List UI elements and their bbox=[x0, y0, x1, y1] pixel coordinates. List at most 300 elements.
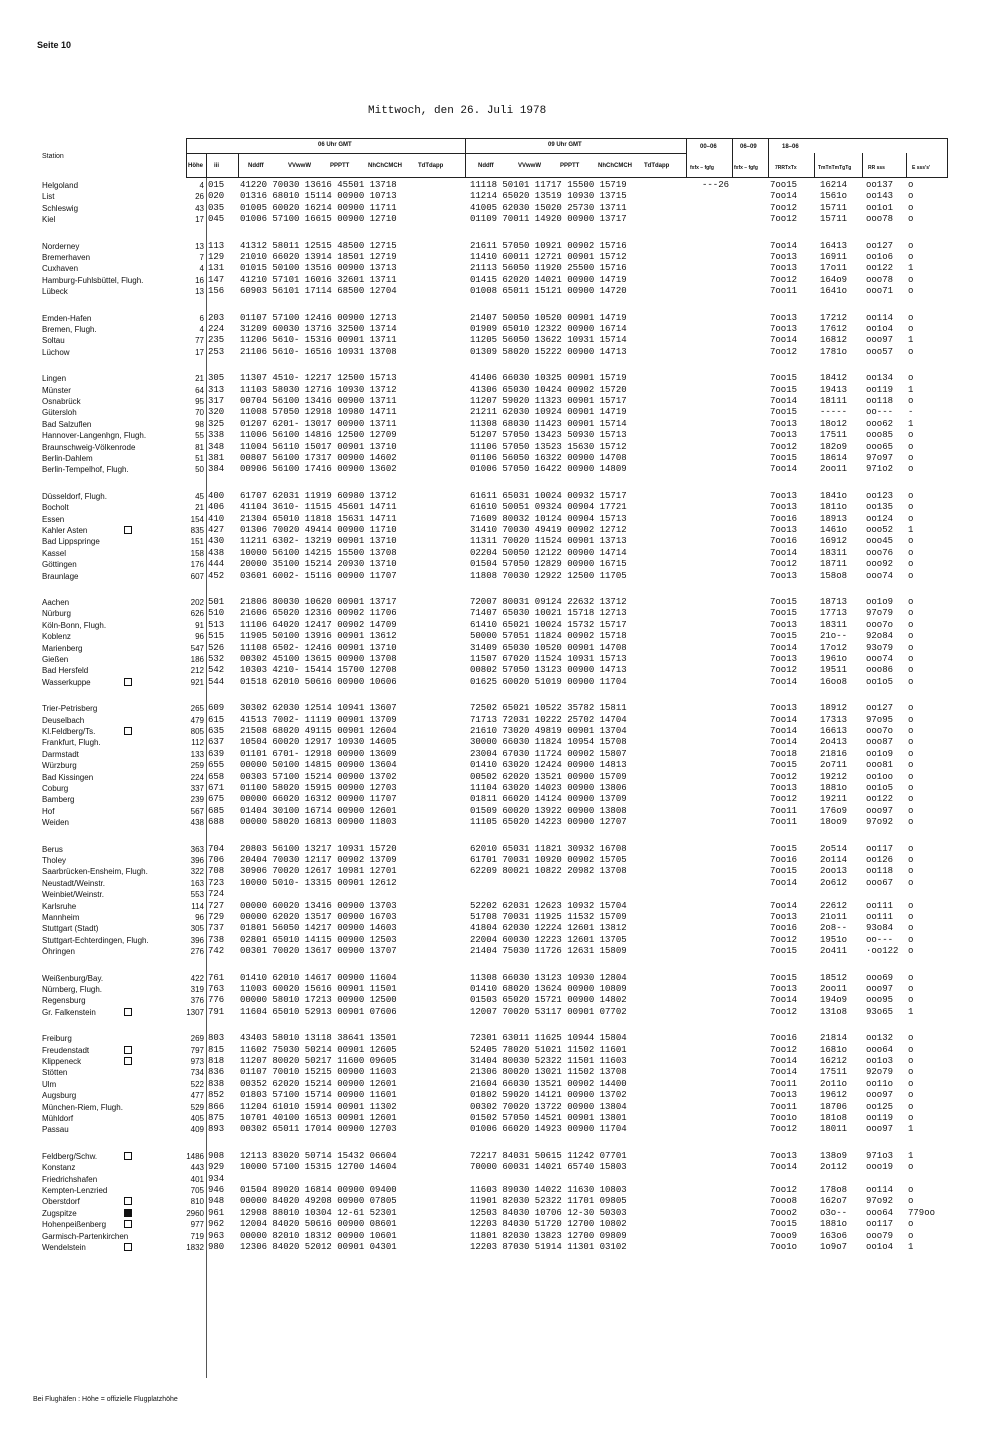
obs-06: 61707 62031 11919 60980 13712 bbox=[240, 490, 397, 501]
snow-group: o bbox=[908, 866, 914, 877]
snow-group: o bbox=[908, 180, 914, 190]
precip-group: ooo7o bbox=[866, 619, 894, 630]
station-height: 396 bbox=[190, 935, 204, 945]
table-row bbox=[0, 677, 1000, 688]
station-id: 818 bbox=[208, 1056, 225, 1066]
snow-group: o bbox=[908, 453, 914, 463]
temp-group: 7oo15 bbox=[770, 384, 798, 395]
temp-extreme-group: 16214 bbox=[820, 180, 848, 190]
temp-group: 7oo15 bbox=[770, 373, 798, 384]
obs-09: 72502 65021 10522 35782 15811 bbox=[470, 703, 627, 714]
station-name: Trier-Petrisberg bbox=[42, 704, 98, 714]
station-name: Berlin-Tempelhof, Flugh. bbox=[42, 465, 129, 475]
station-height: 239 bbox=[190, 795, 204, 805]
obs-06: 11307 4510- 12217 12500 15713 bbox=[240, 373, 397, 384]
obs-09: 12503 84030 10706 12-30 50303 bbox=[470, 1207, 627, 1218]
temp-group: 7oo16 bbox=[770, 855, 798, 865]
mountain-station-marker bbox=[124, 678, 132, 686]
snow-group: o bbox=[908, 912, 914, 922]
station-height: 607 bbox=[190, 571, 204, 581]
temp-group: 7ooo2 bbox=[770, 1207, 798, 1218]
temp-extreme-group: 164o9 bbox=[820, 274, 848, 285]
station-id: 113 bbox=[208, 240, 225, 251]
station-name: Lübeck bbox=[42, 287, 68, 297]
station-height: 4 bbox=[199, 325, 204, 334]
station-name: Essen bbox=[42, 514, 65, 524]
station-height: 810 bbox=[190, 1197, 204, 1207]
station-id: 946 bbox=[208, 1185, 225, 1195]
station-name: Bamberg bbox=[42, 795, 75, 805]
obs-06: 01801 56050 14217 00900 14603 bbox=[240, 923, 397, 934]
snow-group: o bbox=[908, 1113, 914, 1123]
snow-group: o bbox=[908, 513, 914, 524]
obs-06: 41220 70030 13616 45501 13718 bbox=[240, 180, 397, 190]
temp-extreme-group: 2o11o bbox=[820, 1078, 848, 1089]
station-height: 70 bbox=[195, 408, 204, 418]
obs-09: 61610 50051 09324 00904 17721 bbox=[470, 502, 627, 513]
hoehe-header: Höhe bbox=[188, 163, 203, 169]
temp-extreme-group: 182o9 bbox=[820, 441, 848, 452]
obs-09: 71713 72031 10222 25702 14704 bbox=[470, 714, 627, 725]
table-row bbox=[0, 935, 1000, 946]
station-height: 797 bbox=[190, 1045, 204, 1055]
obs-09: 01504 57050 12829 00900 16715 bbox=[470, 559, 627, 570]
ppptt-header: PPPTT bbox=[330, 163, 350, 169]
snow-group: o bbox=[908, 502, 914, 513]
obs-06: 10000 5010- 13315 00901 12612 bbox=[240, 877, 397, 888]
temp-group: 7oo13 bbox=[770, 525, 798, 535]
precip-group: oo111 bbox=[866, 912, 894, 922]
temp-extreme-group: 16413 bbox=[820, 240, 848, 251]
station-id: 961 bbox=[208, 1207, 225, 1218]
table-row bbox=[0, 749, 1000, 760]
obs-06: 11602 75030 50214 00901 12605 bbox=[240, 1044, 397, 1055]
snow-group: o bbox=[908, 559, 914, 570]
station-id: 156 bbox=[208, 286, 225, 297]
temp-extreme-group: 2o413 bbox=[820, 737, 848, 748]
station-name: Gr. Falkenstein bbox=[42, 1007, 96, 1017]
obs-06: 03601 6002- 15116 00900 11707 bbox=[240, 570, 397, 581]
table-row bbox=[0, 806, 1000, 817]
precip-group: oo11o bbox=[866, 1078, 894, 1089]
station-height: 21 bbox=[195, 374, 204, 384]
temp-group: 7oo1o bbox=[770, 1242, 798, 1252]
snow-group: o bbox=[908, 536, 914, 547]
obs-09: 41306 65030 10424 00902 15720 bbox=[470, 384, 627, 395]
station-height: 13 bbox=[195, 287, 204, 297]
station-name: Öhringen bbox=[42, 947, 75, 957]
station-name: Darmstadt bbox=[42, 749, 79, 759]
snow-group: o bbox=[908, 984, 914, 994]
temp-extreme-group: 18111 bbox=[820, 396, 848, 406]
obs-06: 21806 80030 10620 00901 13717 bbox=[240, 597, 397, 607]
station-id: 724 bbox=[208, 889, 225, 900]
temp-group: 7oo13 bbox=[770, 1150, 798, 1161]
obs-06: 01100 58020 15915 00900 12703 bbox=[240, 783, 397, 793]
snow-group: o bbox=[908, 676, 914, 687]
station-id: 934 bbox=[208, 1173, 225, 1184]
obs-06: 11108 6502- 12416 00901 13710 bbox=[240, 642, 397, 653]
obs-09: 01106 56050 16322 00900 14708 bbox=[470, 453, 627, 463]
station-name: Deuselbach bbox=[42, 715, 85, 725]
esss-header: E sss's' bbox=[912, 165, 931, 171]
temp-extreme-group: 162o7 bbox=[820, 1196, 848, 1207]
precip-group: oo119 bbox=[866, 1113, 894, 1123]
temp-group: 7oo12 bbox=[770, 202, 798, 213]
station-height: 26 bbox=[195, 192, 204, 202]
table-row bbox=[0, 180, 1000, 191]
station-height: 96 bbox=[195, 913, 204, 922]
obs-09: 01006 57050 16422 00900 14809 bbox=[470, 464, 627, 475]
table-row bbox=[0, 373, 1000, 384]
station-name: Schleswig bbox=[42, 203, 79, 213]
station-id: 838 bbox=[208, 1078, 225, 1089]
obs-06: 11003 60020 15616 00901 11501 bbox=[240, 984, 397, 994]
station-id: 400 bbox=[208, 490, 225, 501]
temp-group: 7oo11 bbox=[770, 1101, 798, 1112]
table-row bbox=[0, 335, 1000, 346]
temp-extreme-group: 176o9 bbox=[820, 805, 848, 816]
temp-extreme-group: 1561o bbox=[820, 191, 848, 202]
station-height: 835 bbox=[190, 526, 204, 535]
temp-group: 7oo13 bbox=[770, 430, 798, 441]
temp-group: 7oo11 bbox=[770, 817, 798, 828]
station-height: 77 bbox=[195, 336, 204, 346]
snow-group: o bbox=[908, 995, 914, 1006]
station-name: Bad Salzuflen bbox=[42, 419, 92, 429]
obs-06: 11604 65010 52913 00901 07606 bbox=[240, 1006, 397, 1017]
station-id: 203 bbox=[208, 312, 225, 323]
temp-extreme-group: 16812 bbox=[820, 335, 848, 346]
station-height: 319 bbox=[190, 985, 204, 994]
station-height: 1832 bbox=[186, 1243, 204, 1252]
obs-09: 70000 60031 14021 65740 15803 bbox=[470, 1162, 627, 1173]
precip-group: oo132 bbox=[866, 1033, 894, 1044]
obs-09: 11603 89030 14022 11630 10803 bbox=[470, 1185, 627, 1195]
station-name: Gießen bbox=[42, 655, 69, 664]
precip-group: oo1o5 bbox=[866, 676, 894, 687]
precip-group: oo127 bbox=[866, 703, 894, 714]
nddff-header: Nddff bbox=[248, 163, 264, 169]
table-row bbox=[0, 502, 1000, 513]
temp-extreme-group: 1641o bbox=[820, 286, 848, 297]
obs-06: 10504 60020 12917 10930 14605 bbox=[240, 737, 397, 748]
station-name: Wendelstein bbox=[42, 1243, 86, 1252]
station-height: 55 bbox=[195, 431, 204, 441]
precip-group: ooo74 bbox=[866, 654, 894, 664]
snow-group: o bbox=[908, 934, 914, 945]
precip-group: oo1o4 bbox=[866, 1242, 894, 1252]
station-id: 544 bbox=[208, 676, 225, 687]
station-height: 45 bbox=[195, 491, 204, 501]
precip-group: ooo92 bbox=[866, 559, 894, 570]
station-id: 532 bbox=[208, 654, 225, 664]
station-id: 723 bbox=[208, 877, 225, 888]
obs-06: 43403 58010 13118 38641 13501 bbox=[240, 1033, 397, 1044]
temp-group: 7oo15 bbox=[770, 946, 798, 957]
temp-group: 7oo14 bbox=[770, 191, 798, 202]
station-height: 4 bbox=[199, 264, 204, 274]
temp-group: 7oo15 bbox=[770, 760, 798, 771]
snow-group: o bbox=[908, 748, 914, 759]
station-name: Kahler Asten bbox=[42, 526, 88, 535]
snow-group: o bbox=[908, 547, 914, 558]
temp-extreme-group: 19612 bbox=[820, 1090, 848, 1101]
obs-09: 11105 65020 14223 00900 12707 bbox=[470, 817, 627, 828]
precip-group: ooo71 bbox=[866, 286, 894, 297]
station-id: 338 bbox=[208, 430, 225, 441]
table-row bbox=[0, 817, 1000, 828]
precip-group: oo127 bbox=[866, 240, 894, 251]
station-id: 729 bbox=[208, 912, 225, 922]
temp-extreme-group: 2oo11 bbox=[820, 464, 848, 475]
station-height: 396 bbox=[190, 856, 204, 865]
obs-06: 00000 58010 17213 00900 12500 bbox=[240, 995, 397, 1006]
nh2-header: NhChCMCH bbox=[598, 163, 632, 169]
obs-06: 41104 3610- 11515 45601 14711 bbox=[240, 502, 397, 513]
precip-group: ooo65 bbox=[866, 441, 894, 452]
temp-extreme-group: 15711 bbox=[820, 202, 848, 213]
snow-group: o bbox=[908, 214, 914, 225]
station-height: 438 bbox=[190, 818, 204, 828]
obs-09: 51708 70031 11925 11532 15709 bbox=[470, 912, 627, 922]
snow-group: o bbox=[908, 703, 914, 714]
table-row bbox=[0, 794, 1000, 805]
mountain-station-marker bbox=[124, 1008, 132, 1016]
precip-group: oo124 bbox=[866, 513, 894, 524]
station-height: 567 bbox=[190, 806, 204, 816]
snow-group: o bbox=[908, 900, 914, 911]
obs-06: 20803 56100 13217 10931 15720 bbox=[240, 843, 397, 854]
snow-group: 1 bbox=[908, 1006, 914, 1017]
precip-group: ooo64 bbox=[866, 1044, 894, 1055]
snow-group: o bbox=[908, 1230, 914, 1241]
precip-group: oo118 bbox=[866, 866, 894, 877]
precip-group: ooo95 bbox=[866, 995, 894, 1006]
station-id: 763 bbox=[208, 984, 225, 994]
station-name: Kassel bbox=[42, 548, 67, 558]
precip-group: ooo69 bbox=[866, 972, 894, 983]
obs-09: 11104 63020 14023 00900 13806 bbox=[470, 783, 627, 793]
precip-group: oo1o5 bbox=[866, 783, 894, 793]
precip-group: oo117 bbox=[866, 1219, 894, 1230]
temp-group: 7oo16 bbox=[770, 513, 798, 524]
station-name: Saarbrücken-Ensheim, Flugh. bbox=[42, 867, 148, 877]
table-row bbox=[0, 419, 1000, 430]
precip-group: oo135 bbox=[866, 502, 894, 513]
temp-extreme-group: 16oo8 bbox=[820, 676, 848, 687]
temp-extreme-group: 1961o bbox=[820, 654, 848, 664]
obs-06: 00303 57100 15214 00900 13702 bbox=[240, 771, 397, 782]
temp-group: 7oo12 bbox=[770, 665, 798, 676]
obs-06: 12908 88010 10304 12-61 52301 bbox=[240, 1207, 397, 1218]
station-height: 1307 bbox=[186, 1007, 204, 1017]
station-name: Hof bbox=[42, 806, 55, 816]
precip-group: oo122 bbox=[866, 794, 894, 805]
station-id: 875 bbox=[208, 1113, 225, 1123]
obs-09: 71609 80032 10124 00904 15713 bbox=[470, 513, 627, 524]
obs-09: 01509 60020 13922 00900 13808 bbox=[470, 805, 627, 816]
station-height: 522 bbox=[190, 1079, 204, 1089]
snow-group: o bbox=[908, 726, 914, 736]
obs-09: 11410 60011 12721 00901 15712 bbox=[470, 252, 627, 262]
precip-group: oo1o9 bbox=[866, 748, 894, 759]
table-row bbox=[0, 203, 1000, 214]
table-row bbox=[0, 430, 1000, 441]
snow-group: o bbox=[908, 972, 914, 983]
station-height: 6 bbox=[199, 313, 204, 323]
temp-extreme-group: 18oo9 bbox=[820, 817, 848, 828]
station-height: 4 bbox=[199, 181, 204, 190]
station-id: 962 bbox=[208, 1219, 225, 1230]
temp-extreme-group: 18913 bbox=[820, 513, 848, 524]
table-row bbox=[0, 665, 1000, 676]
station-id: 348 bbox=[208, 441, 225, 452]
station-name: Osnabrück bbox=[42, 397, 81, 406]
station-height: 973 bbox=[190, 1057, 204, 1066]
station-height: 91 bbox=[195, 620, 204, 630]
temp-group: 7oo14 bbox=[770, 547, 798, 558]
temp-extreme-group: 19413 bbox=[820, 384, 848, 395]
snow-group: o bbox=[908, 817, 914, 828]
station-id: 704 bbox=[208, 843, 225, 854]
station-height: 322 bbox=[190, 867, 204, 877]
temp-extreme-group: 19511 bbox=[820, 665, 848, 676]
temp-group: 7oo15 bbox=[770, 631, 798, 642]
temp-extreme-group: 17713 bbox=[820, 608, 848, 619]
col-0006-header: 00–06 bbox=[700, 144, 717, 150]
station-height: 176 bbox=[190, 560, 204, 570]
table-row bbox=[0, 559, 1000, 570]
obs-09: 01006 66020 14923 00900 11704 bbox=[470, 1124, 627, 1135]
precip-group: ooo97 bbox=[866, 984, 894, 994]
temp-group: 7oo14 bbox=[770, 676, 798, 687]
table-row bbox=[0, 347, 1000, 358]
temp-extreme-group: 21o-- bbox=[820, 631, 848, 642]
table-row bbox=[0, 901, 1000, 912]
temp-group: 7oo14 bbox=[770, 900, 798, 911]
obs-06: 11008 57050 12918 10980 14711 bbox=[240, 407, 397, 418]
temp-group: 7oo13 bbox=[770, 312, 798, 323]
temp-group: 7oo14 bbox=[770, 877, 798, 888]
precip-group: ooo78 bbox=[866, 214, 894, 225]
obs-09: 11801 82030 13823 12700 09809 bbox=[470, 1230, 627, 1241]
table-row bbox=[0, 772, 1000, 783]
table-row bbox=[0, 1067, 1000, 1078]
obs-06: 20000 35100 15214 20930 13710 bbox=[240, 559, 397, 570]
temp-extreme-group: 1811o bbox=[820, 502, 848, 513]
precip-group: ooo76 bbox=[866, 547, 894, 558]
temp-extreme-group: 18412 bbox=[820, 373, 848, 384]
temp-group: 7oo13 bbox=[770, 324, 798, 334]
obs-06: 01107 57100 12416 00900 12713 bbox=[240, 312, 397, 323]
iii-header: iii bbox=[214, 163, 220, 169]
obs-09: 12007 70020 53117 00901 07702 bbox=[470, 1006, 627, 1017]
ppptt2-header: PPPTT bbox=[560, 163, 580, 169]
station-id: 515 bbox=[208, 631, 225, 642]
snow-group: o bbox=[908, 843, 914, 854]
temp-extreme-group: 17o11 bbox=[820, 263, 848, 274]
obs-09: 11214 65020 13519 10930 13715 bbox=[470, 191, 627, 202]
station-id: 224 bbox=[208, 324, 225, 334]
obs-06: 30302 62030 12514 10941 13607 bbox=[240, 703, 397, 714]
table-row bbox=[0, 396, 1000, 407]
obs-06: 00000 82010 18312 00900 10601 bbox=[240, 1230, 397, 1241]
obs-06: 21606 65020 12316 00902 11706 bbox=[240, 608, 397, 619]
snow-group: 1 bbox=[908, 1124, 914, 1135]
station-name: Köln-Bonn, Flugh. bbox=[42, 620, 107, 630]
precip-group: ooo97 bbox=[866, 805, 894, 816]
temp-extreme-group: 2o114 bbox=[820, 855, 848, 865]
obs-09: 00802 57050 13123 00900 14713 bbox=[470, 665, 627, 676]
obs-06: 10000 56100 14215 15500 13708 bbox=[240, 547, 397, 558]
table-row bbox=[0, 407, 1000, 418]
temp-extreme-group: 18011 bbox=[820, 1124, 848, 1135]
precip-group: 97o92 bbox=[866, 817, 894, 828]
table-row bbox=[0, 214, 1000, 225]
temp-extreme-group: 158o8 bbox=[820, 570, 848, 581]
station-name: Konstanz bbox=[42, 1163, 76, 1173]
station-height: 96 bbox=[195, 632, 204, 642]
table-row bbox=[0, 1185, 1000, 1196]
precip-group: ooo79 bbox=[866, 1230, 894, 1241]
temp-group: 7oo13 bbox=[770, 783, 798, 793]
temp-extreme-group: o3o-- bbox=[820, 1207, 848, 1218]
obs-09: 01502 57050 14521 00901 13801 bbox=[470, 1113, 627, 1123]
temp-group: 7oo14 bbox=[770, 737, 798, 748]
station-id: 410 bbox=[208, 513, 225, 524]
snow-group: o bbox=[908, 570, 914, 581]
station-name: Passau bbox=[42, 1125, 69, 1135]
obs-09: 21113 56050 11920 25500 15716 bbox=[470, 263, 627, 274]
obs-09: 01909 65010 12322 00900 16714 bbox=[470, 324, 627, 334]
station-height: 265 bbox=[190, 704, 204, 714]
precip-group: oo125 bbox=[866, 1101, 894, 1112]
obs-06: 60903 56101 17114 68500 12704 bbox=[240, 286, 397, 297]
obs-09: 11106 57050 13523 15630 15712 bbox=[470, 441, 627, 452]
snow-group: o bbox=[908, 665, 914, 676]
station-name: Lüchow bbox=[42, 347, 70, 357]
temp-group: 7oo13 bbox=[770, 654, 798, 664]
table-row bbox=[0, 1219, 1000, 1230]
station-name: Marienberg bbox=[42, 643, 83, 653]
station-name: Garmisch-Partenkirchen bbox=[42, 1231, 129, 1241]
mountain-station-marker bbox=[124, 526, 132, 534]
table-row bbox=[0, 1162, 1000, 1173]
mountain-station-marker bbox=[124, 1057, 132, 1065]
group-09-header: 09 Uhr GMT bbox=[548, 142, 582, 148]
temp-extreme-group: 18706 bbox=[820, 1101, 848, 1112]
snow-group: o bbox=[908, 619, 914, 630]
precip-group: ooo52 bbox=[866, 525, 894, 535]
station-name: Berus bbox=[42, 844, 63, 854]
table-row bbox=[0, 1242, 1000, 1253]
table-row bbox=[0, 275, 1000, 286]
obs-09: 72007 80031 09124 22632 13712 bbox=[470, 597, 627, 607]
precip-group: 97o95 bbox=[866, 714, 894, 725]
precip-group: oo1o9 bbox=[866, 597, 894, 607]
temp-group: 7oo13 bbox=[770, 418, 798, 429]
rr-header: RR sss bbox=[868, 165, 885, 171]
station-id: 639 bbox=[208, 748, 225, 759]
obs-09: 62209 80021 10822 20982 13708 bbox=[470, 866, 627, 877]
obs-06: 11004 56110 15017 00901 13710 bbox=[240, 441, 397, 452]
temp-group: 7oo14 bbox=[770, 726, 798, 736]
gust-0006: ---26 bbox=[702, 180, 730, 190]
snow-group: o bbox=[908, 430, 914, 441]
station-name: Soltau bbox=[42, 336, 65, 346]
obs-09: 21604 66030 13521 00902 14400 bbox=[470, 1078, 627, 1089]
